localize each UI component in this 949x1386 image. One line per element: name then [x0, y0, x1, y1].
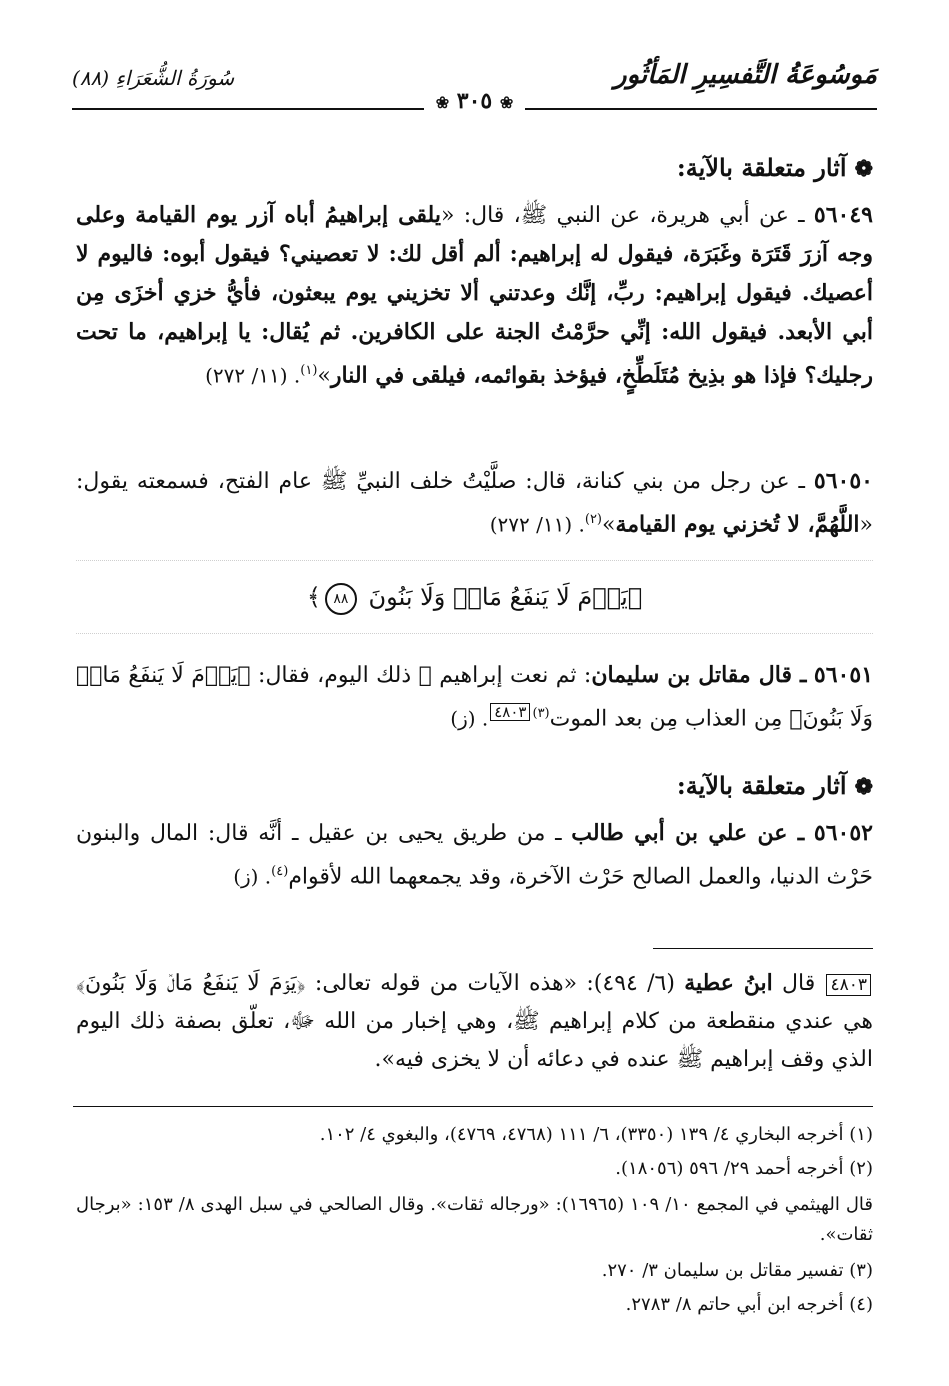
commentary-4803 — [76, 964, 873, 1079]
hadith-text: اللَّهُمَّ، لا تُخزني يوم القيامة — [615, 511, 860, 538]
volume-reference: . (ز) — [233, 864, 272, 889]
verse-number-icon: ٨٨ — [325, 583, 357, 615]
page-number-wrap — [0, 88, 949, 114]
entry-56051 — [76, 656, 873, 738]
quran-verse-band — [76, 560, 873, 634]
volume-reference: . (١١/ ٢٧٢) — [205, 363, 301, 388]
commentary-text: قال — [772, 971, 825, 996]
narrator-name: ـ قال مقاتل بن سليمان — [591, 662, 807, 688]
verse-text: ﴿يَوۡمَ لَا يَنفَعُ مَالٞ وَلَا بَنُونَ — [368, 583, 643, 611]
section-heading-2 — [76, 768, 873, 805]
ornament-flower-icon: ❀ — [499, 93, 514, 112]
hadith-text: يلقى إبراهيمُ أباه آزر يوم القيامة وعلى وجه آزرَ قَتَرَة وغَبَرَة، فيقول له إبراهيم: ألم أقل لك: لا تعصيني؟ فيقول أبوه: فاليوم لا أعصيك. فيقول إبراهيم: ربِّ، إنَّك وعدتني ألا تخزيني يوم يبعثون، فأيُّ خزي أخزَى مِن أبي الأبعد. فيقول الله: إنِّي حرَّمْتُ الجنة على الكافرين. ثم يُقال: يا إبراهيم، ما تحت رجليك؟ فإذا هو بذِيخ مُتَلَطِّخٍ، فيؤخذ بقوائمه، فيلقى في النار — [76, 202, 873, 389]
footnote-2: (٢) أخرجه أحمد ٢٩/ ٥٩٦ (١٨٠٥٦). — [615, 1158, 873, 1179]
quote-close: » — [602, 512, 616, 538]
entry-text: ـ عن رجل من بني كنانة، قال: صلَّيْتُ خلف النبيِّ ﷺ عام الفتح، فسمعته يقول: « — [76, 469, 873, 538]
footnotes — [76, 1120, 873, 1320]
ornament-flower-icon: ❀ — [435, 93, 450, 112]
flower-icon: ❁ — [854, 774, 873, 800]
entry-56049 — [76, 196, 873, 395]
verse-close: ﴾ — [306, 583, 321, 611]
quran-verse — [307, 583, 642, 611]
surah-label: سُورَةُ الشُّعَرَاءِ (٨٨) — [72, 66, 235, 90]
commentary-link[interactable]: ٤٨٠٣ — [490, 703, 530, 721]
section-title: آثار متعلقة بالآية: — [676, 153, 847, 182]
book-title: مَوسُوعَةُ التَّفسِيرِ المَأثُور — [614, 60, 877, 90]
flower-icon: ❁ — [854, 156, 873, 182]
footnote-3: (٣) تفسير مقاتل بن سليمان ٣/ ٢٧٠. — [601, 1260, 873, 1281]
page-number-value: ٣٠٥ — [456, 88, 493, 114]
footnote-2-note: قال الهيثمي في المجمع ١٠/ ١٠٩ (١٦٩٦٥): «ورجاله ثقات». وقال الصالحي في سبل الهدى ٨/ ١٥٣: «برجال ثقات». — [76, 1194, 874, 1245]
entry-text: ـ من طريق يحيى بن عقيل ـ أنَّه قال: المال والبنون حَرْث الدنيا، والعمل الصالح حَرْث الآخرة، وقد يجمعهما الله لأقوام — [76, 821, 873, 890]
footnote-marker: (٣) — [532, 706, 550, 721]
footnote-marker: (٤) — [271, 864, 289, 879]
footnote-separator — [73, 1106, 873, 1107]
volume-reference: . (ز) — [450, 706, 489, 731]
entry-number: ٥٦٠٥١ — [813, 662, 874, 688]
quote-close: » — [317, 363, 331, 389]
scholar-name: ابنُ عطية — [684, 970, 773, 996]
footnote-marker: (١) — [300, 363, 318, 378]
volume-reference: . (١١/ ٢٧٢) — [489, 512, 585, 537]
page-number — [424, 88, 526, 114]
commentary-separator — [653, 948, 873, 949]
commentary-number: ٤٨٠٣ — [826, 974, 871, 996]
commentary-text: (٦/ ٤٩٤): «هذه الآيات من قوله تعالى: ﴿يَوۡمَ لَا يَنفَعُ مَالٞ وَلَا بَنُونَ﴾ هي عندي منقطعة من كلام إبراهيم ﷺ، وهي إخبار من الله ﷻ، تعلّق بصفة ذلك اليوم الذي وقف إبراهيم ﷺ عنده في دعائه أن لا يخزى فيه». — [76, 971, 873, 1072]
section-title: آثار متعلقة بالآية: — [676, 771, 847, 800]
entry-number: ٥٦٠٤٩ — [813, 202, 873, 228]
entry-text: ـ عن أبي هريرة، عن النبي ﷺ، قال: « — [440, 203, 805, 228]
entry-56052 — [76, 814, 873, 896]
footnote-4: (٤) أخرجه ابن أبي حاتم ٨/ ٢٧٨٣. — [625, 1294, 873, 1315]
footnote-1: (١) أخرجه البخاري ٤/ ١٣٩ (٣٣٥٠)، ٦/ ١١١ (٤٧٦٨، ٤٧٦٩)، والبغوي ٤/ ١٠٢. — [319, 1124, 873, 1145]
entry-number: ٥٦٠٥٢ — [813, 820, 873, 846]
entry-text: : ثم نعت إبراهيم ﷺ ذلك اليوم، فقال: ﴿يَوۡمَ لَا يَنفَعُ مَالٞ وَلَا بَنُونَ﴾ مِن العذاب مِن بعد الموت — [76, 663, 873, 732]
section-heading-1 — [76, 150, 873, 187]
entry-number: ٥٦٠٥٠ — [813, 468, 873, 494]
narrator-name: ـ عن علي بن أبي طالب — [571, 820, 805, 846]
entry-56050 — [76, 462, 873, 544]
footnote-marker: (٢) — [584, 512, 602, 527]
